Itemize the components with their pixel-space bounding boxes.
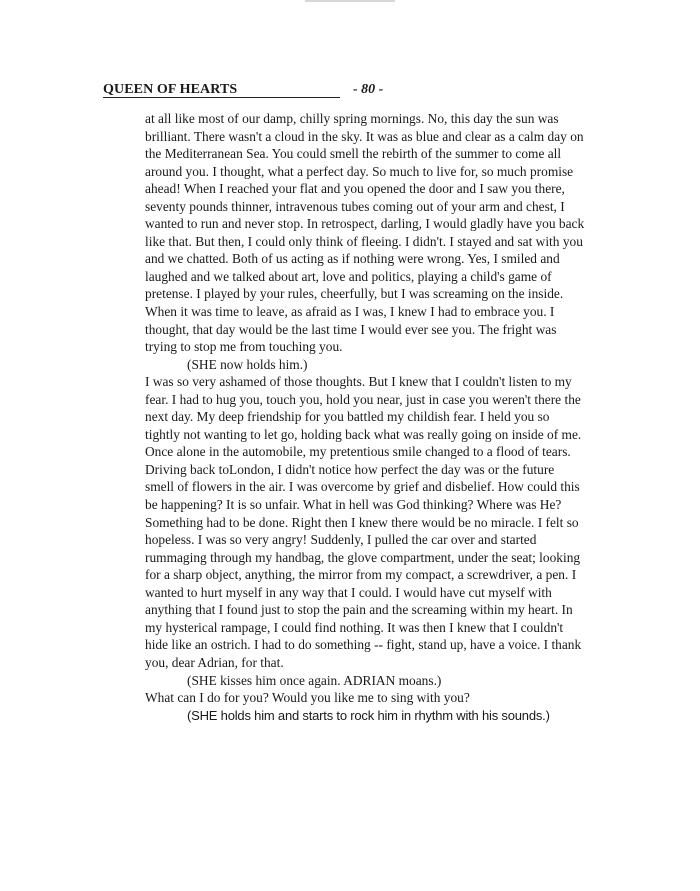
page-number: - 80 - (353, 82, 384, 97)
scan-edge-mark (305, 0, 395, 2)
monologue-paragraph: at all like most of our damp, chilly spring mornings. No, this day the sun was brilliant. There wasn't a cloud in the sky. It was as blue and clear as a calm day on the Mediterranean Sea. You could smell the rebirth of the summer to come all around you. I thought, what a perfect day. So much to live for, so much promise ahead! When I reached your flat and you opened the door and I saw you there, seventy pounds thinner, intravenous tubes coming out of your arm and chest, I wanted to run and never stop. In retrospect, darling, I would gladly have you back like that. But then, I could only think of fleeing. I didn't. I stayed and sat with you and we chatted. Both of us acting as if nothing were wrong. Yes, I smiled and laughed and we talked about art, love and politics, playing a child's game of pretense. I played by your rules, cheerfully, but I was screaming on the inside. When it was time to leave, as afraid as I was, I knew I had to embrace you. I thought, that day would be the last time I would ever see you. The fright was trying to stop me from touching you. (145, 111, 585, 355)
play-title: QUEEN OF HEARTS (103, 82, 340, 98)
stage-direction: (SHE holds him and starts to rock him in rhythm with his sounds.) (187, 707, 550, 723)
script-body (145, 110, 585, 724)
monologue-paragraph: What can I do for you? Would you like me to sing with you? (145, 690, 470, 706)
stage-direction: (SHE now holds him.) (187, 356, 308, 372)
page-header (103, 82, 563, 98)
monologue-paragraph: I was so very ashamed of those thoughts. But I knew that I couldn't listen to my fear. I had to hug you, touch you, hold you near, just in case you weren't there the next day. My deep friendship for you battled my childish fear. I held you so tightly not wanting to let go, holding back what was really going on inside of me. Once alone in the automobile, my pretentious smile changed to a flood of tears. Driving back toLondon, I didn't notice how perfect the day was or the future smell of flowers in the air. I was overcome by grief and disbelief. How could this be happening? It is so unfair. What in hell was God thinking? Where was He? Something had to be done. Right then I knew there would be no miracle. I felt so hopeless. I was so very angry! Suddenly, I pulled the car over and started rummaging through my handbag, the glove compartment, under the seat; looking for a sharp object, anything, the mirror from my compact, a screwdriver, a pen. I wanted to hurt myself in any way that I could. I would have cut myself with anything that I found just to stop the pain and the screaming within my heart. In my hysterical rampage, I could find nothing. It was then I knew that I couldn't hide like an ostrich. I had to do something -- fight, stand up, have a voice. I thank you, dear Adrian, for that. (145, 374, 582, 670)
stage-direction: (SHE kisses him once again. ADRIAN moans.) (187, 672, 442, 688)
